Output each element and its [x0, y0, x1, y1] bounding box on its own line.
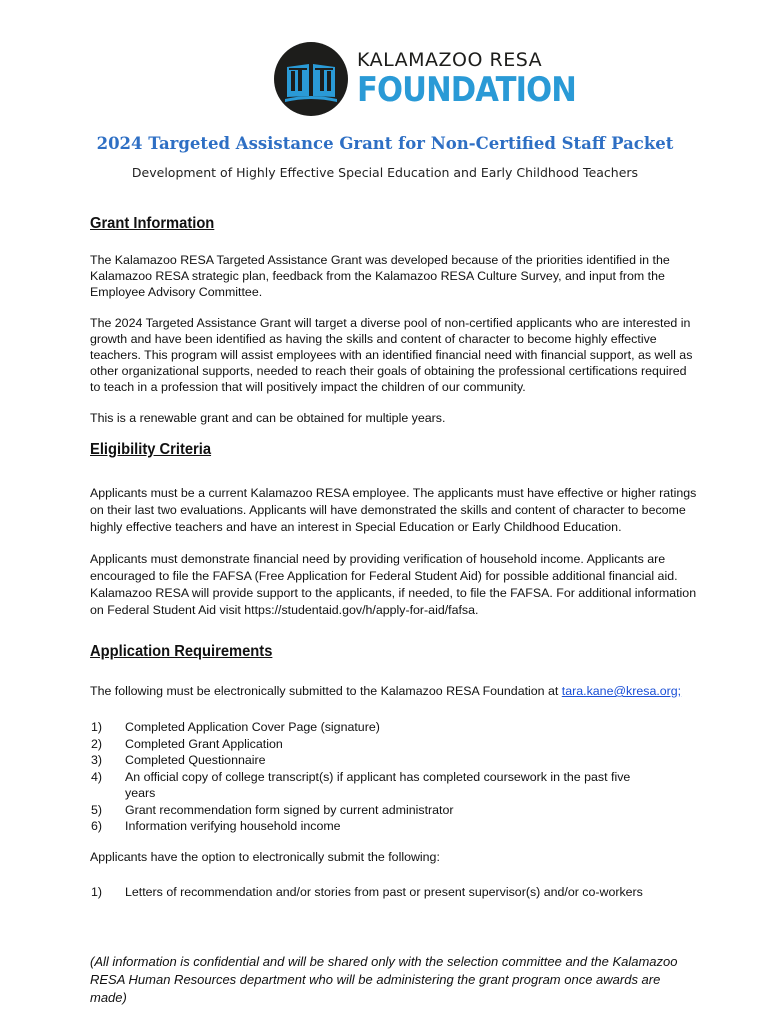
list-item-text: An official copy of college transcript(s) if applicant has completed coursework in the past five years — [125, 769, 631, 800]
logo-wordmark — [357, 49, 600, 109]
list-item-number: 6) — [91, 819, 103, 833]
list-item-text: Grant recommendation form signed by current administrator — [125, 802, 454, 817]
list-item-number: 1) — [91, 885, 103, 899]
grant-info-paragraph-3: This is a renewable grant and can be obtained for multiple years. — [90, 411, 446, 425]
logo-org-name: KALAMAZOO RESA — [357, 49, 543, 71]
list-item-text: Completed Application Cover Page (signature) — [125, 720, 380, 734]
grant-info-paragraph-2: The 2024 Targeted Assistance Grant will target a diverse pool of non-certified applicants who are interested in growth and have been identified as having the skills and content of character to become highly effective teachers. This program will assist employees with an identified financial need with financial support, as well as other organizational supports, needed to reach their goals of obtaining the professional certifications required to teach in a profession that will positively impact the children of our community. — [90, 316, 693, 394]
list-item — [90, 769, 650, 802]
eligibility-paragraph-2: Applicants must demonstrate financial need by providing verification of household income. Applicants are encouraged to file the FAFSA (Free Application for Federal Student Aid) for possible additional financial aid. Kalamazoo RESA will provide support to the applicants, if needed, to file the FAFSA. For additional information on Federal Student Aid visit https://studentaid.gov/h/apply-for-aid/fafsa. — [90, 552, 697, 617]
optional-list — [90, 884, 650, 901]
confidentiality-note: (All information is confidential and will be shared only with the selection committee and the Kalamazoo RESA Human Resources department who will be administering the grant program once awards are made) — [90, 954, 678, 1005]
page-title: 2024 Targeted Assistance Grant for Non-Certified Staff Packet — [96, 134, 674, 153]
list-item-text: Letters of recommendation and/or stories from past or present supervisor(s) and/or co-workers — [125, 885, 643, 899]
eligibility-section — [90, 485, 700, 619]
eligibility-heading: Eligibility Criteria — [90, 441, 212, 458]
email-link[interactable]: tara.kane@kresa.org; — [561, 684, 682, 698]
requirements-intro-text: The following must be electronically submitted to the Kalamazoo RESA Foundation at — [90, 684, 562, 698]
list-item — [90, 802, 650, 819]
list-item-number: 4) — [91, 769, 103, 784]
list-item-number: 3) — [91, 753, 103, 767]
list-item — [90, 752, 650, 769]
requirements-heading: Application Requirements — [90, 643, 273, 660]
eligibility-paragraph-1: Applicants must be a current Kalamazoo RESA employee. The applicants must have effective or higher ratings on their last two evaluations. Applicants will have demonstrated the skills and content of character to become highly effective teachers and have an interest in Special Education or Early Childhood Education. — [90, 486, 697, 534]
requirements-intro — [90, 683, 700, 699]
logo-foundation: FOUNDATION — [357, 70, 576, 110]
list-item — [90, 884, 650, 901]
book-logo-icon — [273, 41, 349, 117]
page-subtitle: Development of Highly Effective Special Education and Early Childhood Teachers — [131, 165, 639, 180]
grant-info-heading: Grant Information — [90, 215, 215, 232]
foundation-logo — [273, 40, 600, 118]
list-item-number: 2) — [91, 736, 103, 751]
list-item-number: 1) — [91, 720, 103, 734]
list-item-text: Completed Grant Application — [125, 736, 283, 751]
list-item-number: 5) — [91, 802, 103, 817]
list-item — [90, 719, 650, 736]
list-item — [90, 736, 650, 753]
list-item-text: Completed Questionnaire — [125, 753, 266, 767]
grant-info-paragraph-1: The Kalamazoo RESA Targeted Assistance Grant was developed because of the priorities identified in the Kalamazoo RESA strategic plan, feedback from the Kalamazoo RESA Culture Survey, and input from the Employee Advisory Committee. — [90, 253, 670, 299]
list-item-text: Information verifying household income — [125, 819, 341, 833]
requirements-list — [90, 719, 650, 835]
list-item — [90, 818, 650, 835]
optional-intro: Applicants have the option to electronically submit the following: — [90, 850, 440, 864]
grant-info-section — [90, 252, 700, 426]
